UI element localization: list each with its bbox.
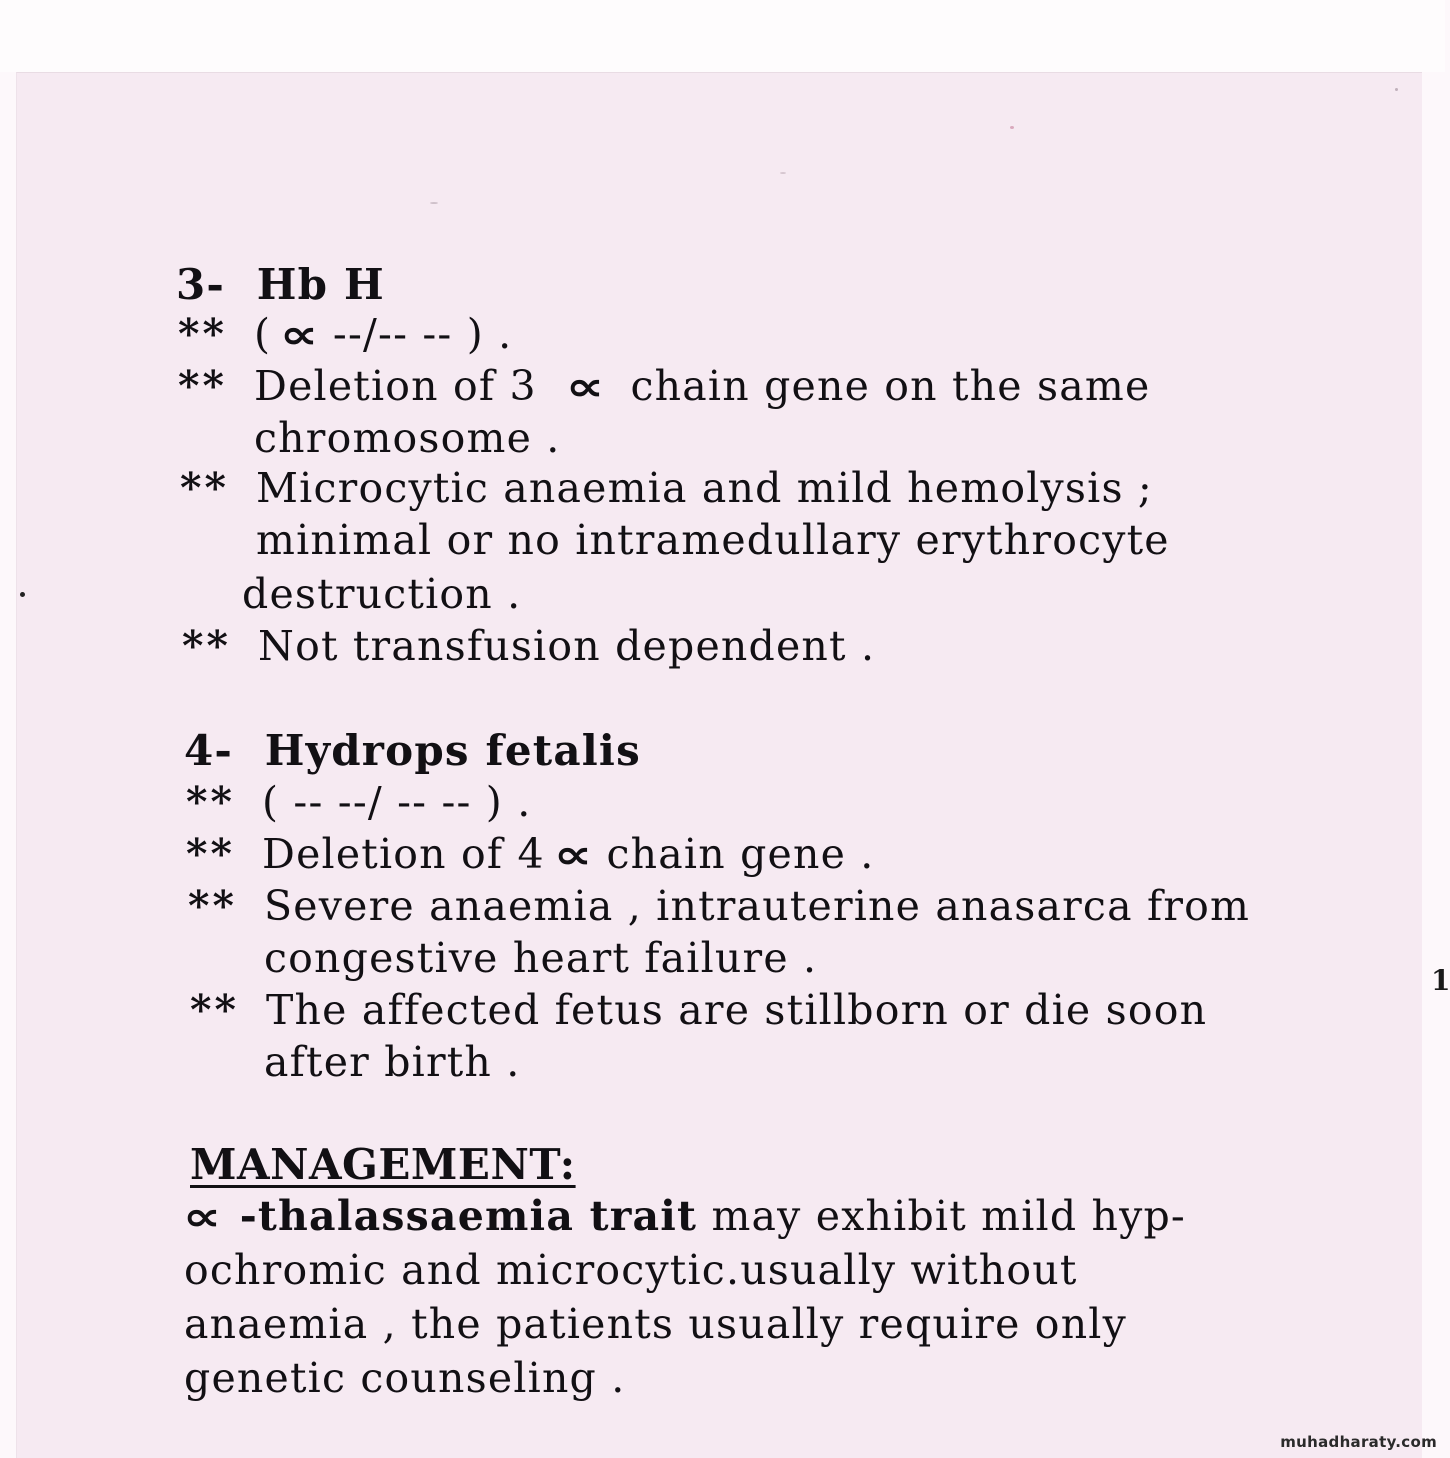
bullet: ** (182, 622, 231, 670)
fetus-text: The affected fetus are stillborn or die soon (266, 986, 1208, 1034)
scan-speck (430, 202, 438, 204)
bullet: ** (178, 362, 227, 410)
genotype-text: ( -- --/ -- -- ) . (262, 778, 532, 826)
fetus-line-2: after birth . (264, 1038, 521, 1086)
deletion-text: Deletion of 3 (254, 362, 537, 410)
trait-text: may exhibit mild hyp- (711, 1192, 1186, 1240)
heading-hb-h (176, 260, 385, 309)
deletion-line-cont: chromosome . (254, 414, 561, 462)
bullet: ** (180, 464, 229, 512)
deletion-text-cont: chain gene . (606, 830, 875, 878)
deletion-line (178, 362, 1151, 410)
scan-speck (20, 592, 25, 597)
bullet: ** (178, 310, 227, 358)
scan-speck (1395, 88, 1398, 91)
alpha-symbol: ∝ (565, 364, 606, 410)
management-line-2: ochromic and microcytic.usually without (184, 1246, 1078, 1294)
bullet: ** (186, 830, 235, 878)
genotype-line (178, 310, 513, 358)
management-line-4: genetic counseling . (184, 1354, 626, 1402)
alpha-symbol: ∝ (553, 832, 594, 878)
management-title: MANAGEMENT: (190, 1140, 576, 1189)
deletion-text-cont: chain gene on the same (630, 362, 1151, 410)
management-line-1 (182, 1192, 1186, 1240)
watermark: muhadharaty.com (1280, 1433, 1437, 1451)
alpha-symbol: ∝ (182, 1194, 223, 1240)
microcytic-line (180, 464, 1153, 512)
severe-line-2: congestive heart failure . (264, 934, 818, 982)
genotype-rest: --/-- -- ) . (332, 310, 513, 358)
transfusion-text: Not transfusion dependent . (258, 622, 876, 670)
section-title: Hb H (256, 260, 385, 309)
transfusion-line (182, 622, 876, 670)
deletion-text: Deletion of 4 (262, 830, 545, 878)
scan-speck (780, 172, 786, 174)
scan-speck (1010, 126, 1014, 129)
bullet: ** (190, 986, 239, 1034)
bullet: ** (186, 778, 235, 826)
section-number: 4- (184, 726, 234, 775)
genotype-line (186, 778, 532, 826)
bullet: ** (188, 882, 237, 930)
fetus-line (190, 986, 1208, 1034)
scan-top-margin (0, 0, 1445, 72)
deletion-line (186, 830, 875, 878)
section-number: 3- (176, 260, 226, 309)
management-line-3: anaemia , the patients usually require only (184, 1300, 1127, 1348)
severe-line (188, 882, 1251, 930)
trait-term: -thalassaemia trait (239, 1192, 698, 1240)
section-title: Hydrops fetalis (264, 726, 641, 775)
severe-text: Severe anaemia , intrauterine anasarca from (264, 882, 1251, 930)
alpha-symbol: ∝ (280, 312, 321, 358)
heading-hydrops (184, 726, 641, 775)
genotype-open: ( (254, 310, 272, 358)
edge-mark: 1 (1431, 964, 1450, 997)
microcytic-line-2: minimal or no intramedullary erythrocyte (256, 516, 1170, 564)
microcytic-text: Microcytic anaemia and mild hemolysis ; (256, 464, 1153, 512)
microcytic-line-3: destruction . (242, 570, 522, 618)
